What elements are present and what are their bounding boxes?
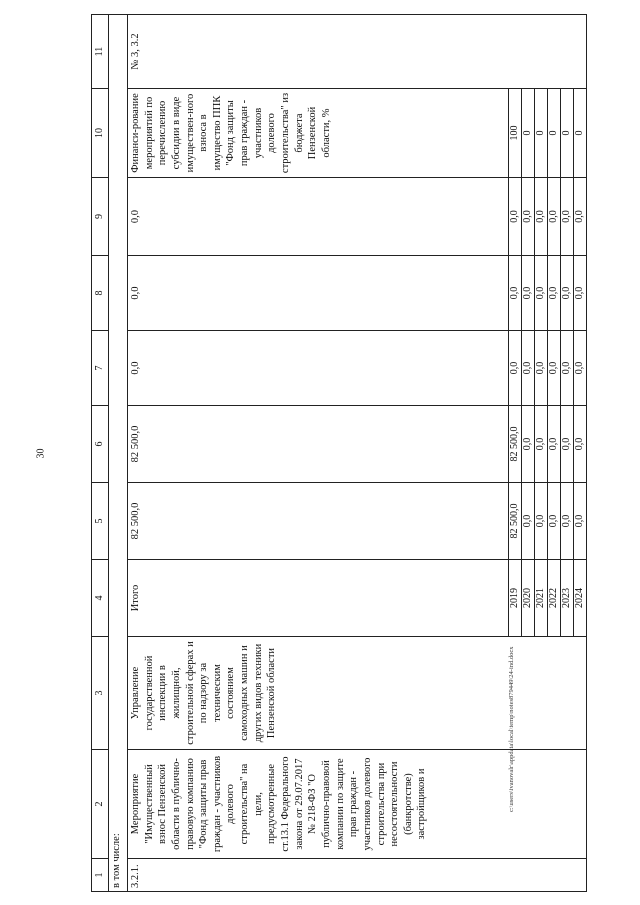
measure-executor: Управление государственной инспекции в жилищной, строительной сферах и по надзору за техническим состоянием самоходных машин и других видов техники Пензенской области — [128, 637, 587, 750]
year-col8: 0,0 — [561, 256, 574, 331]
total-col6: 82 500,0 — [128, 406, 509, 483]
year-col5: 0,0 — [548, 483, 561, 560]
year-cell: 2020 — [522, 560, 535, 637]
year-col9: 0,0 — [509, 178, 522, 256]
year-col8: 0,0 — [509, 256, 522, 331]
total-col5: 82 500,0 — [128, 483, 509, 560]
year-col5: 82 500,0 — [509, 483, 522, 560]
program-table — [91, 14, 587, 892]
col-num-5: 5 — [92, 483, 109, 560]
year-col10: 0 — [522, 89, 535, 178]
year-col9: 0,0 — [548, 178, 561, 256]
year-col9: 0,0 — [574, 178, 587, 256]
measure-total-row — [128, 15, 509, 892]
col-num-4: 4 — [92, 560, 109, 637]
year-col6: 0,0 — [561, 406, 574, 483]
year-cell: 2023 — [561, 560, 574, 637]
year-cell: 2019 — [509, 560, 522, 637]
rotated-table-container — [91, 15, 587, 892]
year-col5: 0,0 — [535, 483, 548, 560]
total-label: Итого — [128, 560, 509, 637]
total-col8: 0,0 — [128, 256, 509, 331]
year-col10: 0 — [574, 89, 587, 178]
year-col8: 0,0 — [548, 256, 561, 331]
program-link: № 3, 3.2 — [128, 15, 587, 89]
year-col10: 0 — [535, 89, 548, 178]
year-col9: 0,0 — [522, 178, 535, 256]
year-col10: 0 — [548, 89, 561, 178]
indicator-text: Финанси-рование мероприятий по перечислению субсидии в виде имуществен-ного взноса в имущество ППК "Фонд защиты прав граждан - участников долевого строительства" из бюджета Пензенской области, % — [128, 89, 509, 178]
year-col9: 0,0 — [535, 178, 548, 256]
year-col7: 0,0 — [522, 331, 535, 406]
year-col5: 0,0 — [522, 483, 535, 560]
year-col6: 0,0 — [574, 406, 587, 483]
year-cell: 2022 — [548, 560, 561, 637]
year-col6: 0,0 — [522, 406, 535, 483]
footer-file-path: c:\users\ivanovalr\appdata\local\temp\notes879449\24-ind.docx — [508, 646, 515, 812]
col-num-6: 6 — [92, 406, 109, 483]
year-col7: 0,0 — [561, 331, 574, 406]
year-col5: 0,0 — [561, 483, 574, 560]
year-col7: 0,0 — [509, 331, 522, 406]
year-col7: 0,0 — [574, 331, 587, 406]
col-num-3: 3 — [92, 637, 109, 750]
col-num-7: 7 — [92, 331, 109, 406]
measure-number: 3.2.1. — [128, 859, 587, 892]
section-label-row — [109, 15, 128, 892]
year-col7: 0,0 — [535, 331, 548, 406]
col-num-8: 8 — [92, 256, 109, 331]
year-col8: 0,0 — [522, 256, 535, 331]
col-num-11: 11 — [92, 15, 109, 89]
year-cell: 2021 — [535, 560, 548, 637]
page-number: 30 — [35, 448, 47, 459]
total-col7: 0,0 — [128, 331, 509, 406]
year-col5: 0,0 — [574, 483, 587, 560]
col-num-1: 1 — [92, 859, 109, 892]
col-num-2: 2 — [92, 750, 109, 859]
col-num-10: 10 — [92, 89, 109, 178]
col-num-9: 9 — [92, 178, 109, 256]
total-col9: 0,0 — [128, 178, 509, 256]
year-col6: 0,0 — [548, 406, 561, 483]
year-col9: 0,0 — [561, 178, 574, 256]
year-col10: 0 — [561, 89, 574, 178]
year-col7: 0,0 — [548, 331, 561, 406]
year-col6: 82 500,0 — [509, 406, 522, 483]
column-number-row — [92, 15, 109, 892]
year-col8: 0,0 — [535, 256, 548, 331]
year-cell: 2024 — [574, 560, 587, 637]
section-label: в том числе: — [109, 15, 128, 892]
measure-name: Мероприятие "Имущественный взнос Пензенской области в публично-правовую компанию "Фонд защиты прав граждан - участников долевого строительства" на цели, предусмотренные ст.13.1 Федерального закона от 29.07.2017 № 218-ФЗ "О публично-правовой компании по защите прав граждан - участников долевого строительства при несостоятельности (банкротстве) застройщиков и — [128, 750, 587, 859]
year-col6: 0,0 — [535, 406, 548, 483]
year-col8: 0,0 — [574, 256, 587, 331]
year-col10: 100 — [509, 89, 522, 178]
